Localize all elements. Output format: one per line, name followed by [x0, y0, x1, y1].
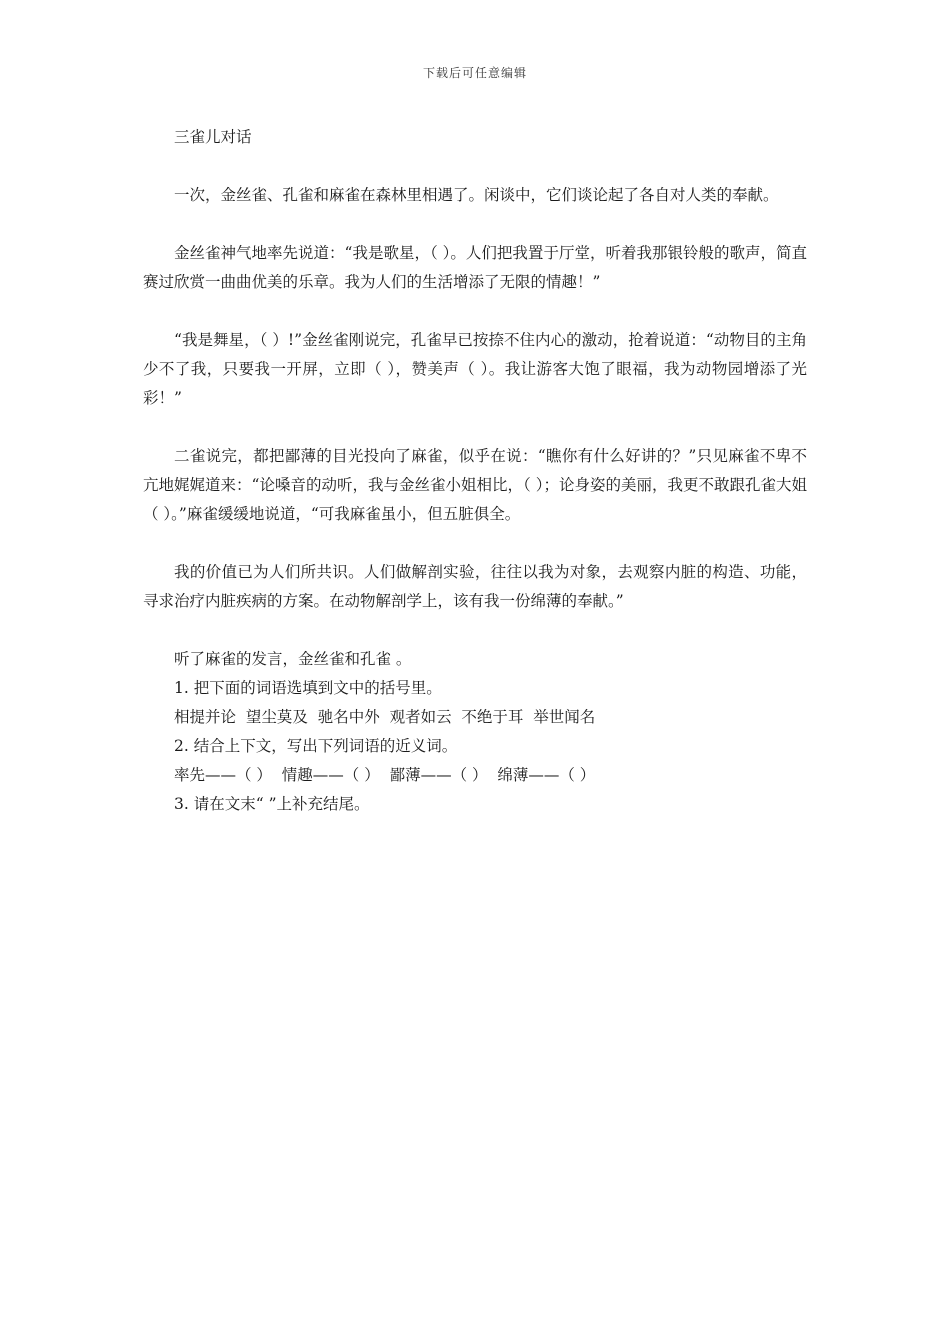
question-1-word-list: 相提并论 望尘莫及 驰名中外 观者如云 不绝于耳 举世闻名 — [174, 708, 596, 726]
question-2-items: 率先——（ ） 情趣——（ ） 鄙薄——（ ） 绵薄——（ ） — [174, 766, 596, 784]
question-1: 1. 把下面的词语选填到文中的括号里。 — [174, 679, 442, 697]
document-body — [143, 123, 807, 819]
paragraph-6: 听了麻雀的发言，金丝雀和孔雀 。 — [174, 650, 412, 668]
page-header-note: 下载后可任意编辑 — [422, 66, 527, 80]
paragraph-5: 我的价值已为人们所共识。人们做解剖实验，往往以我为对象，去观察内脏的构造、功能，寻求治疗内脏疾病的方案。在动物解剖学上，该有我一份绵薄的奉献。” — [143, 563, 807, 610]
question-2: 2. 结合上下文，写出下列词语的近义词。 — [174, 737, 458, 755]
paragraph-1: 一次，金丝雀、孔雀和麻雀在森林里相遇了。闲谈中，它们谈论起了各自对人类的奉献。 — [174, 186, 779, 204]
question-3: 3. 请在文末“ ”上补充结尾。 — [174, 795, 370, 813]
paragraph-4: 二雀说完，都把鄙薄的目光投向了麻雀，似乎在说：“瞧你有什么好讲的？”只见麻雀不卑不亢地娓娓道来：“论嗓音的动听，我与金丝雀小姐相比，（ ）；论身姿的美丽，我更不敢跟孔雀大姐（ ）。”麻雀缓缓地说道，“可我麻雀虽小，但五脏俱全。 — [143, 447, 807, 523]
article-title: 三雀儿对话 — [174, 128, 252, 146]
paragraph-2: 金丝雀神气地率先说道：“我是歌星，（ ）。人们把我置于厅堂，听着我那银铃般的歌声，简直赛过欣赏一曲曲优美的乐章。我为人们的生活增添了无限的情趣！” — [143, 244, 807, 291]
paragraph-3: “我是舞星，（ ）!”金丝雀刚说完，孔雀早已按捺不住内心的激动，抢着说道：“动物目的主角少不了我，只要我一开屏，立即（ ），赞美声（ ）。我让游客大饱了眼福，我为动物园增添了光彩！” — [143, 331, 807, 407]
